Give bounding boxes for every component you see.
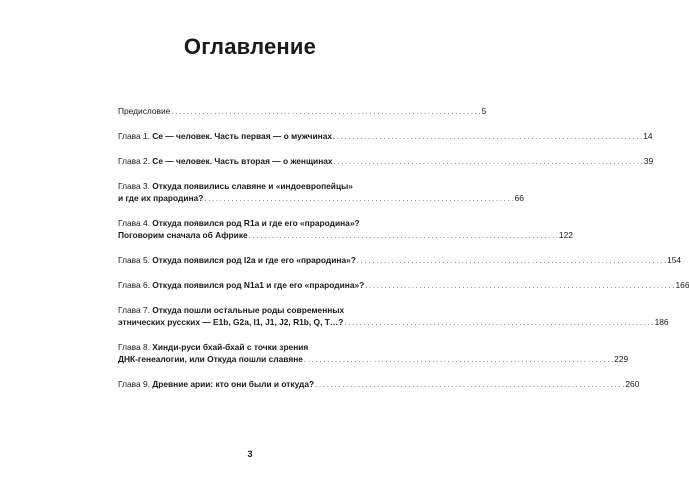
toc-page-number: 122 xyxy=(558,229,573,240)
dot-leader xyxy=(344,317,653,330)
toc-entry-title: Се — человек. Часть вторая — о женщинах xyxy=(152,156,333,166)
toc-chapter-label: Глава 2. xyxy=(118,156,150,166)
toc-page-number: 39 xyxy=(643,156,654,166)
dot-leader xyxy=(365,280,674,293)
toc-entry-chapter-6[interactable] xyxy=(118,280,689,293)
toc-entry-title: Се — человек. Часть первая — о мужчинах xyxy=(152,131,333,141)
toc-chapter-label: Глава 7. xyxy=(118,305,150,315)
toc-entry-title-line: Откуда появился род R1a и где его «прародина»? xyxy=(152,218,360,228)
toc-chapter-label: Глава 6. xyxy=(118,280,150,290)
toc-entry-chapter-8[interactable] xyxy=(118,342,629,366)
toc-chapter-label: Глава 1. xyxy=(118,131,150,141)
toc-entry-chapter-3[interactable] xyxy=(118,181,524,205)
dot-leader xyxy=(304,354,613,367)
toc-entry-chapter-1[interactable] xyxy=(118,131,653,144)
toc-chapter-label: Глава 4. xyxy=(118,218,150,228)
toc-entry-title: ДНК-генеалогии, или Откуда пошли славяне xyxy=(118,353,303,364)
toc-entry-title: Предисловие xyxy=(118,106,171,116)
toc-entry-chapter-5[interactable] xyxy=(118,255,682,268)
dot-leader xyxy=(204,193,513,206)
toc-page-number: 186 xyxy=(654,316,669,327)
toc-entry-title: Откуда появился род N1a1 и где его «прародина»? xyxy=(152,280,365,290)
toc-entry-title: Поговорим сначала об Африке xyxy=(118,229,248,240)
toc-page-number: 260 xyxy=(625,379,640,389)
toc-page-number: 229 xyxy=(614,353,629,364)
toc-entry-title: этнических русских — E1b, G2a, I1, J1, J2, R1b, Q, T…? xyxy=(118,316,344,327)
page-title: Оглавление xyxy=(183,34,317,59)
toc-entry-chapter-2[interactable] xyxy=(118,156,654,169)
dot-leader xyxy=(171,106,480,119)
dot-leader xyxy=(315,379,624,392)
toc-entry-chapter-7[interactable] xyxy=(118,305,669,329)
toc-chapter-label: Глава 8. xyxy=(118,342,150,352)
toc-entry-title-line: Хинди-руси бхай-бхай с точки зрения xyxy=(152,342,309,352)
toc-page-number: 5 xyxy=(481,106,487,116)
toc-page-number: 166 xyxy=(675,280,689,290)
dot-leader xyxy=(357,255,666,268)
toc-entry-preface[interactable] xyxy=(118,106,487,119)
toc-chapter-label: Глава 5. xyxy=(118,255,150,265)
toc-page-number: 154 xyxy=(667,255,682,265)
toc-page-number: 66 xyxy=(514,192,524,203)
toc-entry-title: Откуда появился род I2a и где его «прародина»? xyxy=(152,255,356,265)
toc-entry-chapter-4[interactable] xyxy=(118,218,573,242)
toc-entry-title-line: Откуда пошли остальные роды современных xyxy=(152,305,345,315)
dot-leader xyxy=(334,156,643,169)
toc-entry-title: и где их прародина? xyxy=(118,192,204,203)
toc-chapter-label: Глава 9. xyxy=(118,379,150,389)
toc-entry-title-line: Откуда появились славяне и «индоевропейцы» xyxy=(152,181,353,191)
toc-page-number: 14 xyxy=(643,131,653,141)
dot-leader xyxy=(333,131,642,144)
toc-entry-chapter-9[interactable] xyxy=(118,379,640,392)
toc-chapter-label: Глава 3. xyxy=(118,181,150,191)
toc-entry-title: Древние арии: кто они были и откуда? xyxy=(152,379,315,389)
page-number: 3 xyxy=(247,449,253,459)
dot-leader xyxy=(249,230,558,243)
